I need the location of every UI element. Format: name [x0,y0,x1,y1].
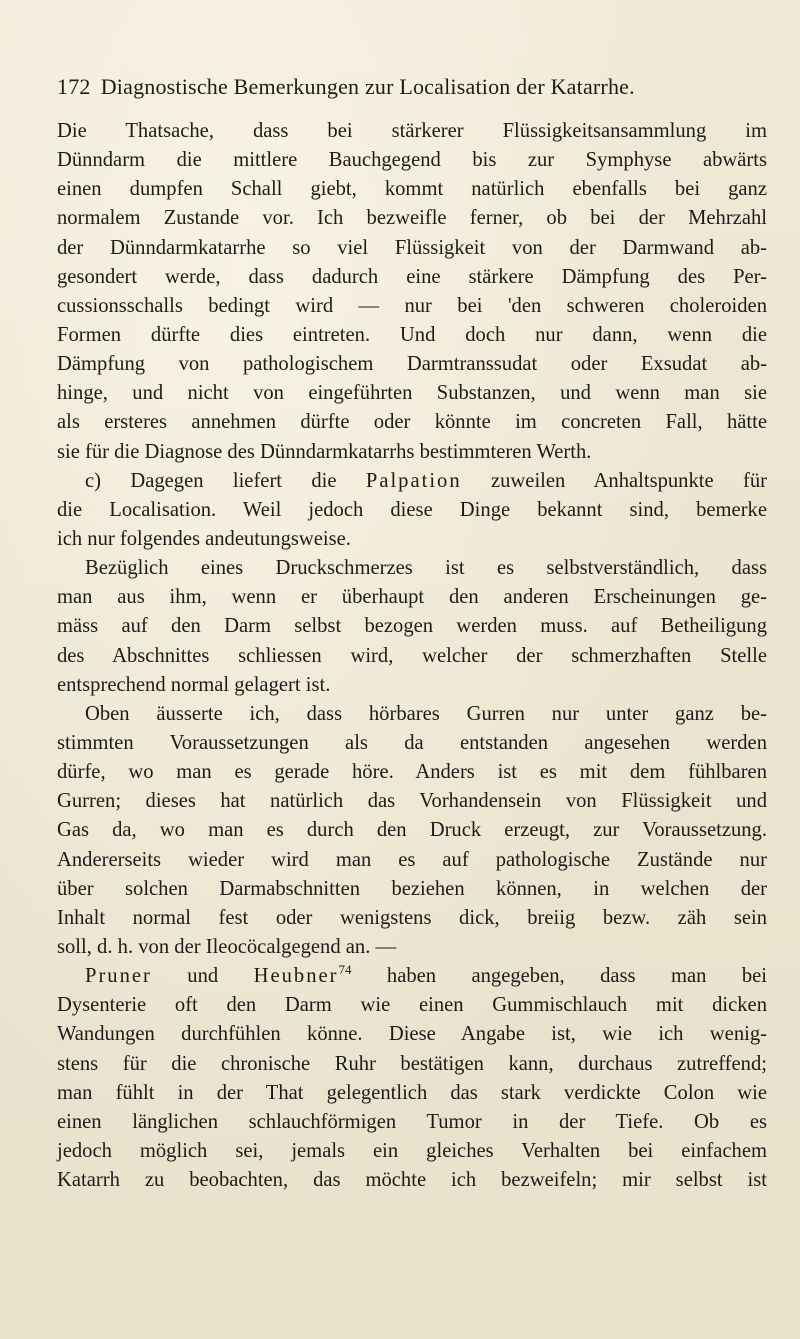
text-line: gesondert werde, dass dadurch eine stärkere Dämpfung des Per- [57,265,767,288]
footnote-reference[interactable]: 74 [338,962,352,978]
body-text [57,117,767,1195]
text-line: normalem Zustande vor. Ich bezweifle ferner, ob bei der Mehrzahl [57,207,767,230]
text-segment: c) Dagegen liefert die [85,469,366,492]
running-title: Diagnostische Bemerkungen zur Localisation der Katarrhe. [100,74,635,99]
text-line: Andererseits wieder wird man es auf pathologische Zustände nur [57,848,767,871]
text-line: Inhalt normal fest oder wenigstens dick, breiig bezw. zäh sein [57,906,767,929]
text-line: Dysenterie oft den Darm wie einen Gummischlauch mit dicken [57,994,767,1017]
text-line: man aus ihm, wenn er überhaupt den anderen Erscheinungen ge- [57,586,767,609]
text-line: Dämpfung von pathologischem Darmtranssudat oder Exsudat ab- [57,353,767,376]
text-line-palpation [57,467,767,496]
text-segment: zuweilen Anhaltspunkte für [461,469,767,492]
text-line: Dünndarm die mittlere Bauchgegend bis zur Symphyse abwärts [57,149,767,172]
text-line: Wandungen durchfühlen könne. Diese Angabe ist, wie ich wenig- [57,1023,767,1046]
text-line: Bezüglich eines Druckschmerzes ist es selbstverständlich, dass [85,557,767,580]
author-pruner: Pruner [85,965,152,988]
text-line: über solchen Darmabschnitten beziehen können, in welchen der [57,877,767,900]
text-line: sie für die Diagnose des Dünndarmkatarrhs bestimmteren Werth. [57,440,592,463]
page-number: 172 [57,74,91,99]
text-line: als ersteres annehmen dürfte oder könnte im concreten Fall, hätte [57,411,767,434]
text-line-authors [57,962,767,991]
text-segment: und [151,965,254,988]
text-segment: haben angegeben, dass man bei [351,965,767,988]
text-line: Formen dürfte dies eintreten. Und doch nur dann, wenn die [57,323,767,346]
emphasis-palpation: Palpation [365,469,462,492]
text-line: jedoch möglich sei, jemals ein gleiches Verhalten bei einfachem [57,1139,767,1162]
text-line: man fühlt in der That gelegentlich das stark verdickte Colon wie [57,1081,767,1104]
text-line: mäss auf den Darm selbst bezogen werden muss. auf Betheiligung [57,615,767,638]
text-line: hinge, und nicht von eingeführten Substanzen, und wenn man sie [57,382,767,405]
text-line: des Abschnittes schliessen wird, welcher der schmerzhaften Stelle [57,644,767,667]
text-line: Die Thatsache, dass bei stärkerer Flüssigkeitsansammlung im [57,120,767,142]
text-line: die Localisation. Weil jedoch diese Dinge bekannt sind, bemerke [57,498,767,521]
text-line: dürfe, wo man es gerade höre. Anders ist es mit dem fühlbaren [57,761,767,784]
text-line: Gurren; dieses hat natürlich das Vorhandensein von Flüssigkeit und [57,790,767,813]
text-line: entsprechend normal gelagert ist. [57,673,331,696]
text-line: Oben äusserte ich, dass hörbares Gurren nur unter ganz be- [85,702,767,725]
text-line: einen dumpfen Schall giebt, kommt natürlich ebenfalls bei ganz [57,178,767,201]
text-line: cussionsschalls bedingt wird — nur bei 'den schweren choleroiden [57,294,767,317]
text-line: stens für die chronische Ruhr bestätigen kann, durchaus zutreffend; [57,1052,767,1075]
text-line: Gas da, wo man es durch den Druck erzeugt, zur Voraussetzung. [57,819,767,842]
text-line: der Dünndarmkatarrhe so viel Flüssigkeit von der Darmwand ab- [57,236,767,259]
text-line: stimmten Voraussetzungen als da entstanden angesehen werden [57,731,767,754]
text-line: Katarrh zu beobachten, das möchte ich bezweifeln; mir selbst ist [57,1169,767,1192]
text-line: ich nur folgendes andeutungsweise. [57,527,351,550]
text-line: einen länglichen schlauchförmigen Tumor in der Tiefe. Ob es [57,1110,767,1133]
author-heubner: Heubner [253,965,339,988]
running-head [57,74,760,100]
text-line: soll, d. h. von der Ileocöcalgegend an. — [57,935,397,958]
